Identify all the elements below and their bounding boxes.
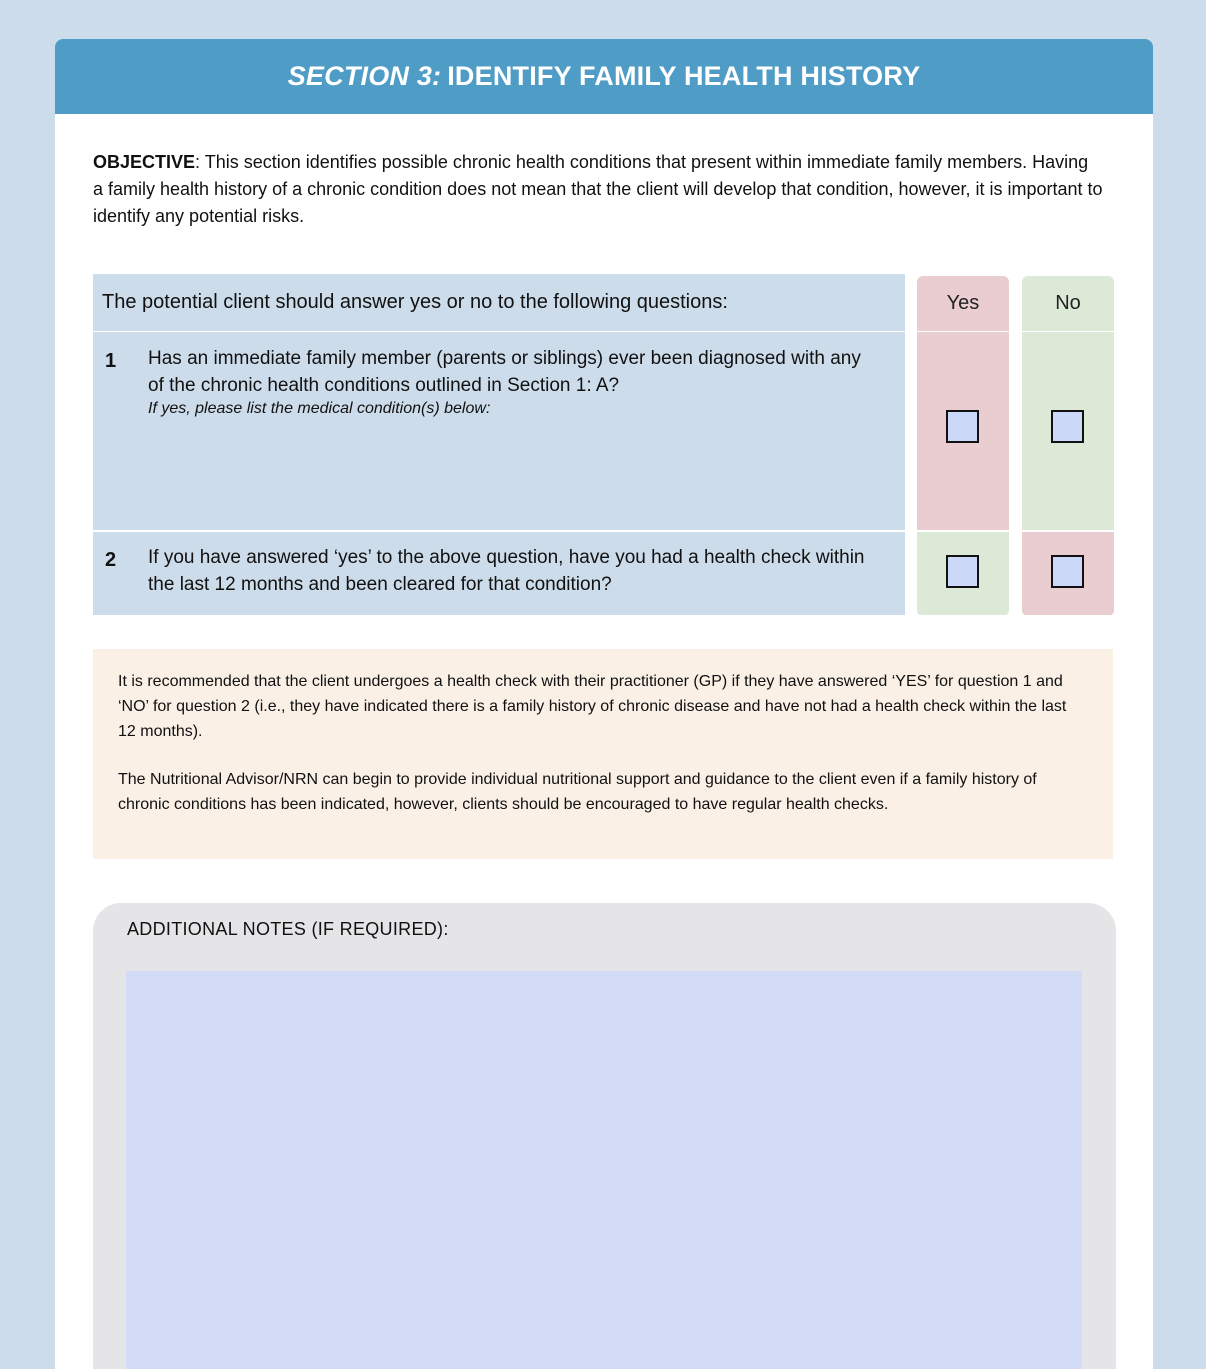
additional-notes-title [127, 919, 449, 940]
no-column-header: No [1022, 276, 1114, 331]
form-page [55, 39, 1153, 1369]
question-number: 2 [105, 549, 117, 571]
objective-label: OBJECTIVE [93, 152, 196, 172]
question-1-text: Has an immediate family member (parents or siblings) ever been diagnosed with any of the chronic health conditions outlined in Section 1: A? [148, 348, 861, 396]
section-header [55, 39, 1153, 114]
question-2-no-cell [1022, 532, 1114, 615]
question-1-no-cell [1022, 332, 1114, 530]
question-row-2 [93, 532, 905, 615]
recommendation-paragraph-1: It is recommended that the client undergoes a health check with their practitioner (GP) if they have answered ‘YES’ for question 1 and ‘NO’ for question 2 (i.e., they have indicated there is a family history of chronic disease and have not had a health check within the last 12 months). [118, 673, 1067, 740]
question-2-yes-cell [917, 532, 1009, 615]
section-number: SECTION 3: [287, 61, 442, 91]
notes-title-text: ADDITIONAL NOTES (IF REQUIRED) [127, 919, 444, 939]
question-number: 1 [105, 350, 117, 372]
objective-text [93, 149, 1103, 230]
yes-column-header: Yes [917, 276, 1009, 331]
question-2-text: If you have answered ‘yes’ to the above question, have you had a health check within the last 12 months and been cleared for that condition? [148, 547, 865, 595]
objective-body: : This section identifies possible chronic health conditions that present within immediate family members. Having a family health history of a chronic condition does not mean that the client will develop that condition, however, it is important to identify any potential risks. [93, 152, 1103, 226]
question-1-hint: If yes, please list the medical condition(s) below: [148, 400, 491, 417]
notes-title-colon: : [443, 919, 449, 939]
questions-heading: The potential client should answer yes or no to the following questions: [93, 274, 905, 331]
question-row-1 [93, 332, 905, 530]
additional-notes-input[interactable] [126, 971, 1082, 1369]
question-1-yes-checkbox[interactable] [946, 410, 979, 443]
recommendation-paragraph-2: The Nutritional Advisor/NRN can begin to provide individual nutritional support and guidance to the client even if a family history of chronic conditions has been indicated, however, clients should be encouraged to have regular health checks. [118, 771, 1037, 813]
question-text [148, 345, 878, 419]
recommendation-note [93, 649, 1113, 859]
section-title: IDENTIFY FAMILY HEALTH HISTORY [447, 61, 921, 91]
additional-notes-panel [93, 903, 1116, 1369]
question-1-yes-cell [917, 332, 1009, 530]
question-2-yes-checkbox[interactable] [946, 555, 979, 588]
question-1-no-checkbox[interactable] [1051, 410, 1084, 443]
question-2-no-checkbox[interactable] [1051, 555, 1084, 588]
